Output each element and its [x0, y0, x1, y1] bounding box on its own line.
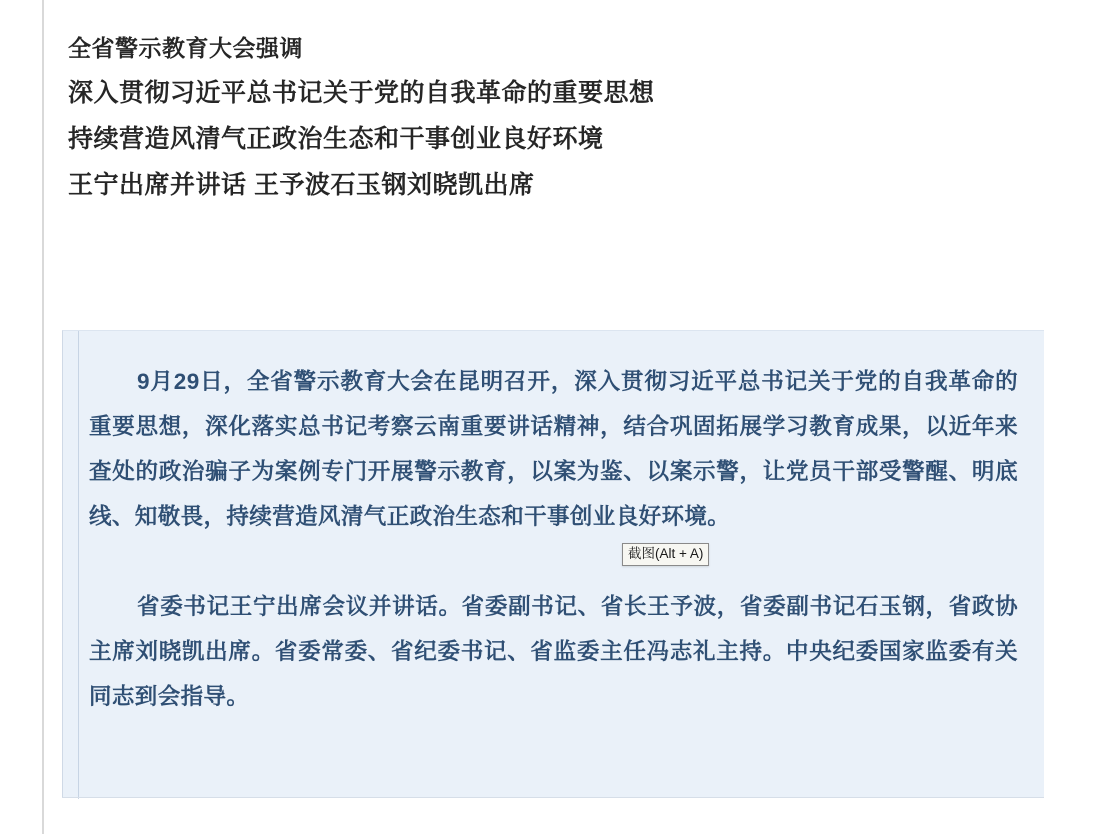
headline-line-4: 王宁出席并讲话 王予波石玉钢刘晓凯出席 [68, 171, 535, 199]
panel-bottom-edge [62, 797, 1044, 798]
article-body-panel [62, 330, 1044, 798]
headline-line-1: 全省警示教育大会强调 [68, 35, 303, 61]
left-margin-rule [42, 0, 44, 834]
headline-block [68, 26, 1068, 208]
screenshot-tooltip: 截图(Alt + A) [622, 543, 709, 566]
article-paragraph-1: 9月29日，全省警示教育大会在昆明召开，深入贯彻习近平总书记关于党的自我革命的重要思想，深化落实总书记考察云南重要讲话精神，结合巩固拓展学习教育成果，以近年来查处的政治骗子为案例专门开展警示教育，以案为鉴、以案示警，让党员干部受警醒、明底线、知敬畏，持续营造风清气正政治生态和干事创业良好环境。 [89, 369, 1018, 529]
headline-line-3: 持续营造风清气正政治生态和干事创业良好环境 [68, 125, 604, 153]
article-paragraph-2: 省委书记王宁出席会议并讲话。省委副书记、省长王予波，省委副书记石玉钢，省政协主席刘晓凯出席。省委常委、省纪委书记、省监委主任冯志礼主持。中央纪委国家监委有关同志到会指导。 [89, 594, 1018, 709]
headline-line-2: 深入贯彻习近平总书记关于党的自我革命的重要思想 [68, 79, 655, 107]
